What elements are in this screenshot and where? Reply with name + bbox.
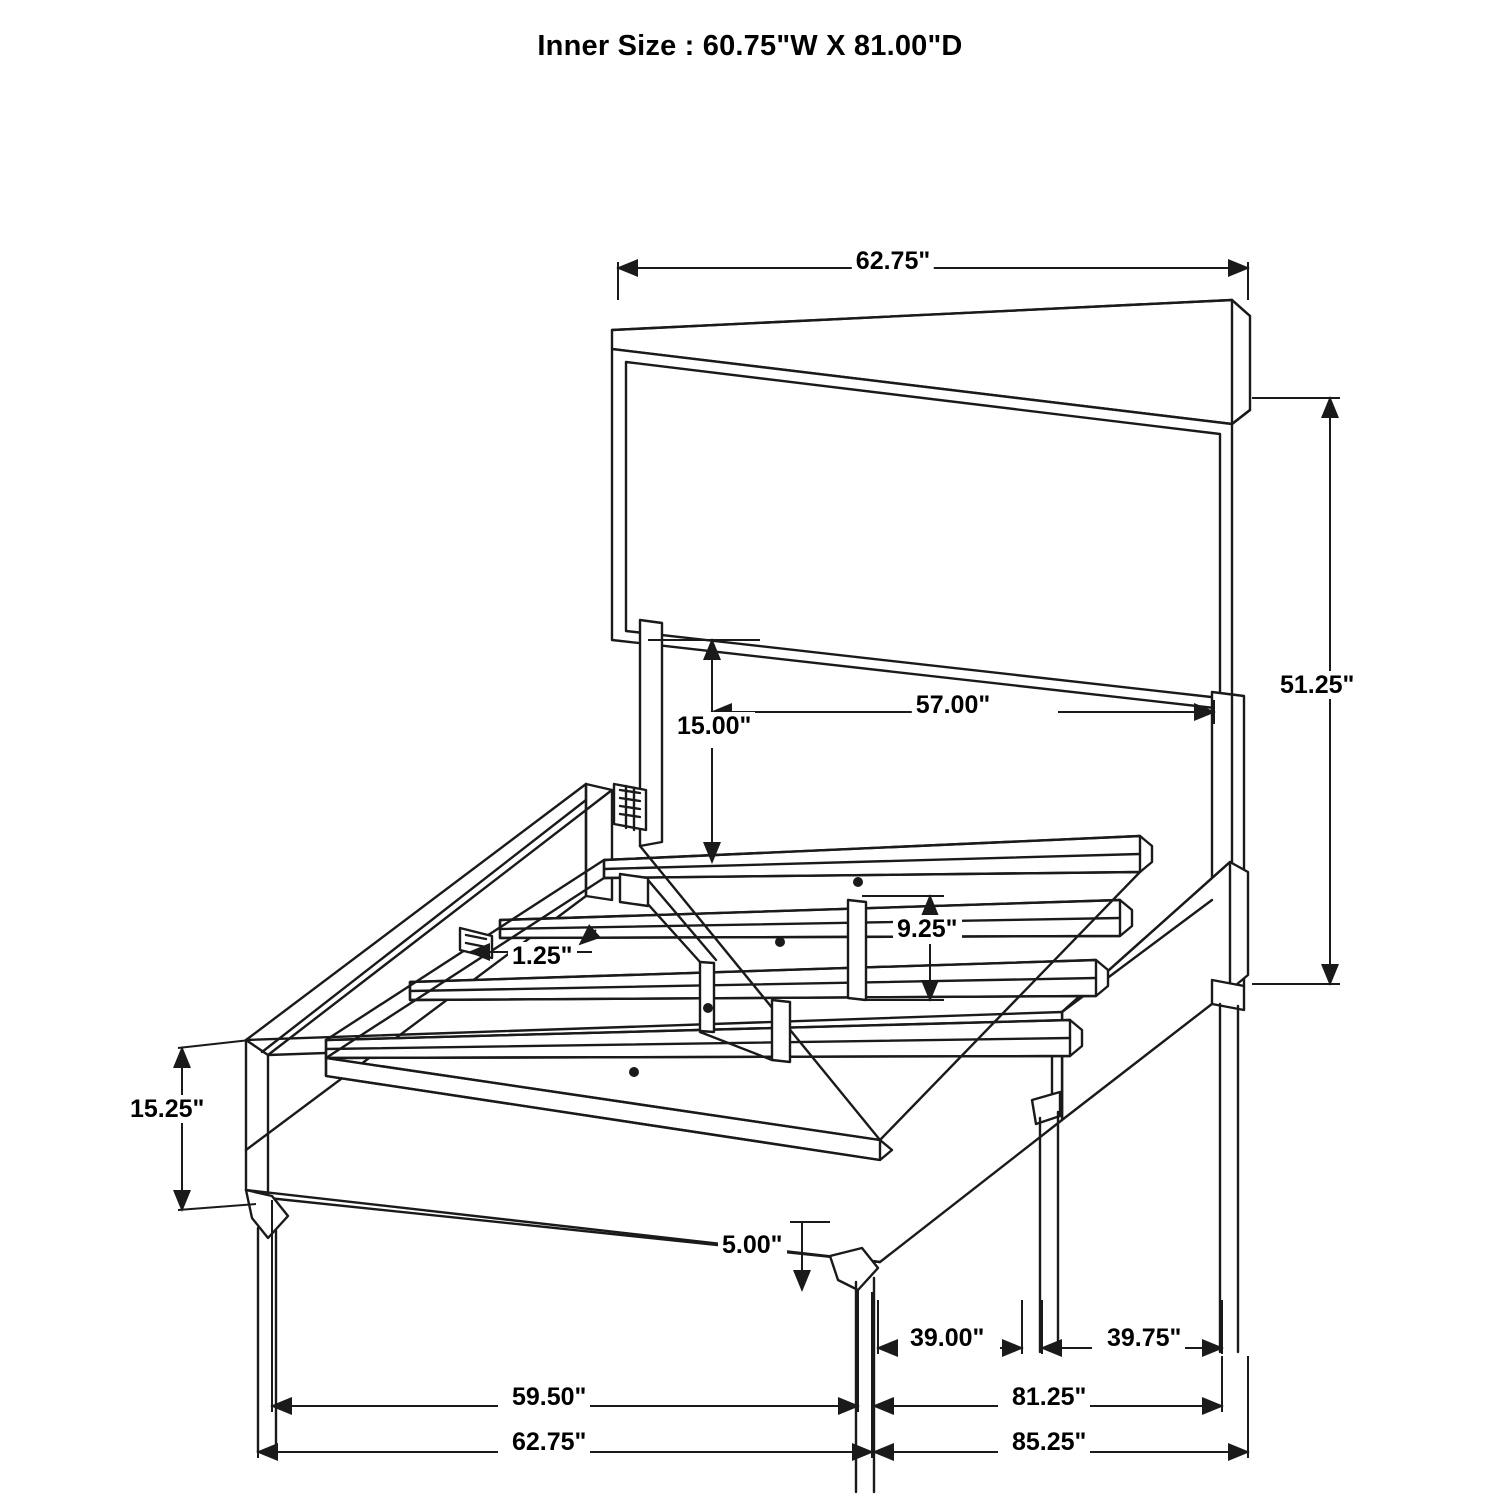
dim-label-top-width: 62.75" bbox=[852, 247, 934, 275]
dim-label-panel-width: 57.00" bbox=[912, 691, 994, 719]
dim-label-headboard-height: 51.25" bbox=[1276, 671, 1358, 699]
dim-label-outer-depth: 85.25" bbox=[1008, 1428, 1090, 1456]
dim-label-support-height: 9.25" bbox=[893, 915, 962, 943]
dim-label-outer-width: 62.75" bbox=[508, 1428, 590, 1456]
dim-label-slat-thickness: 1.25" bbox=[508, 942, 577, 970]
headboard-assembly bbox=[612, 300, 1250, 986]
dim-label-inner-width: 59.50" bbox=[508, 1383, 590, 1411]
dim-label-inner-depth: 81.25" bbox=[1008, 1383, 1090, 1411]
page-title: Inner Size : 60.75"W X 81.00"D bbox=[537, 30, 963, 62]
dim-label-clearance: 15.00" bbox=[673, 712, 755, 740]
dim-label-rail-height: 15.25" bbox=[126, 1095, 208, 1123]
dim-label-foot-clearance: 5.00" bbox=[718, 1231, 787, 1259]
dim-label-leg-back: 39.75" bbox=[1103, 1324, 1185, 1352]
dim-label-leg-front: 39.00" bbox=[906, 1324, 988, 1352]
